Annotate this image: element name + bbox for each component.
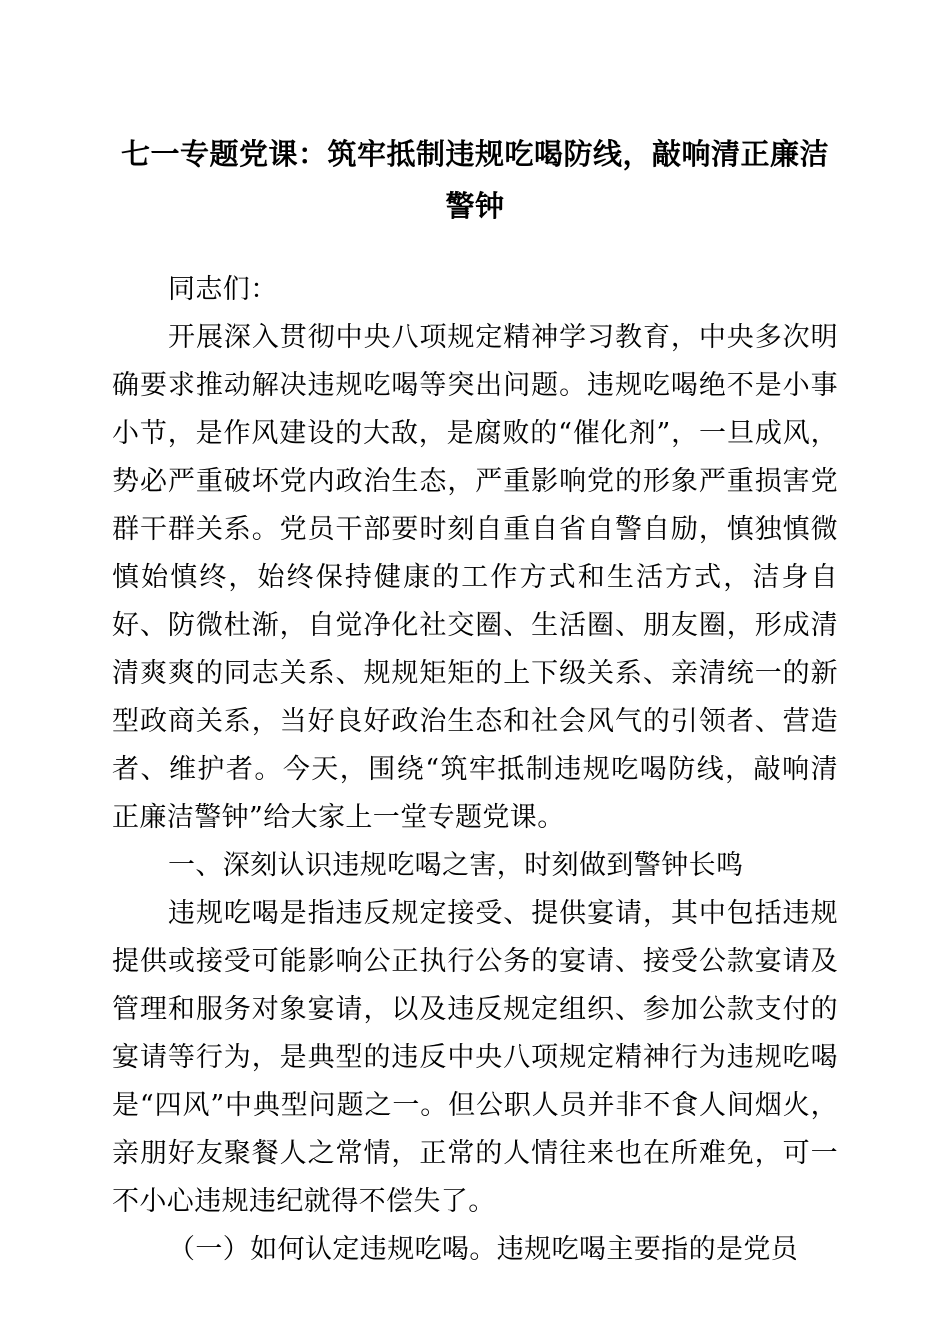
paragraph-section-heading-1: 一、深刻认识违规吃喝之害，时刻做到警钟长鸣 (168, 850, 744, 881)
page-title: 七一专题党课：筑牢抵制违规吃喝防线，敲响清正廉洁警钟 (120, 137, 829, 223)
paragraph-subsection-1: （一）如何认定违规吃喝。违规吃喝主要指的是党员 (168, 1234, 799, 1265)
paragraph-intro: 开展深入贯彻中央八项规定精神学习教育，中央多次明确要求推动解决违规吃喝等突出问题。违规吃喝绝不是小事小节，是作风建设的大敌，是腐败的“催化剂”，一旦成风，势必严重破坏党内政治生态，严重影响党的形象严重损害党群干群关系。党员干部要时刻自重自省自警自励，慎独慎微慎始慎终，始终保持健康的工作方式和生活方式，洁身自好、防微杜渐，自觉净化社交圈、生活圈、朋友圈，形成清清爽爽的同志关系、规规矩矩的上下级关系、亲清统一的新型政商关系，当好良好政治生态和社会风气的引领者、营造者、维护者。今天，围绕“筑牢抵制违规吃喝防线，敲响清正廉洁警钟”给大家上一堂专题党课。 (112, 322, 838, 833)
paragraph-body-1: 违规吃喝是指违反规定接受、提供宴请，其中包括违规提供或接受可能影响公正执行公务的宴请、接受公款宴请及管理和服务对象宴请，以及违反规定组织、参加公款支付的宴请等行为，是典型的违反中央八项规定精神行为违规吃喝是“四风”中典型问题之一。但公职人员并非不食人间烟火，亲朋好友聚餐人之常情，正常的人情往来也在所难免，可一不小心违规违纪就得不偿失了。 (112, 898, 838, 1217)
paragraph-salutation: 同志们： (168, 274, 278, 305)
